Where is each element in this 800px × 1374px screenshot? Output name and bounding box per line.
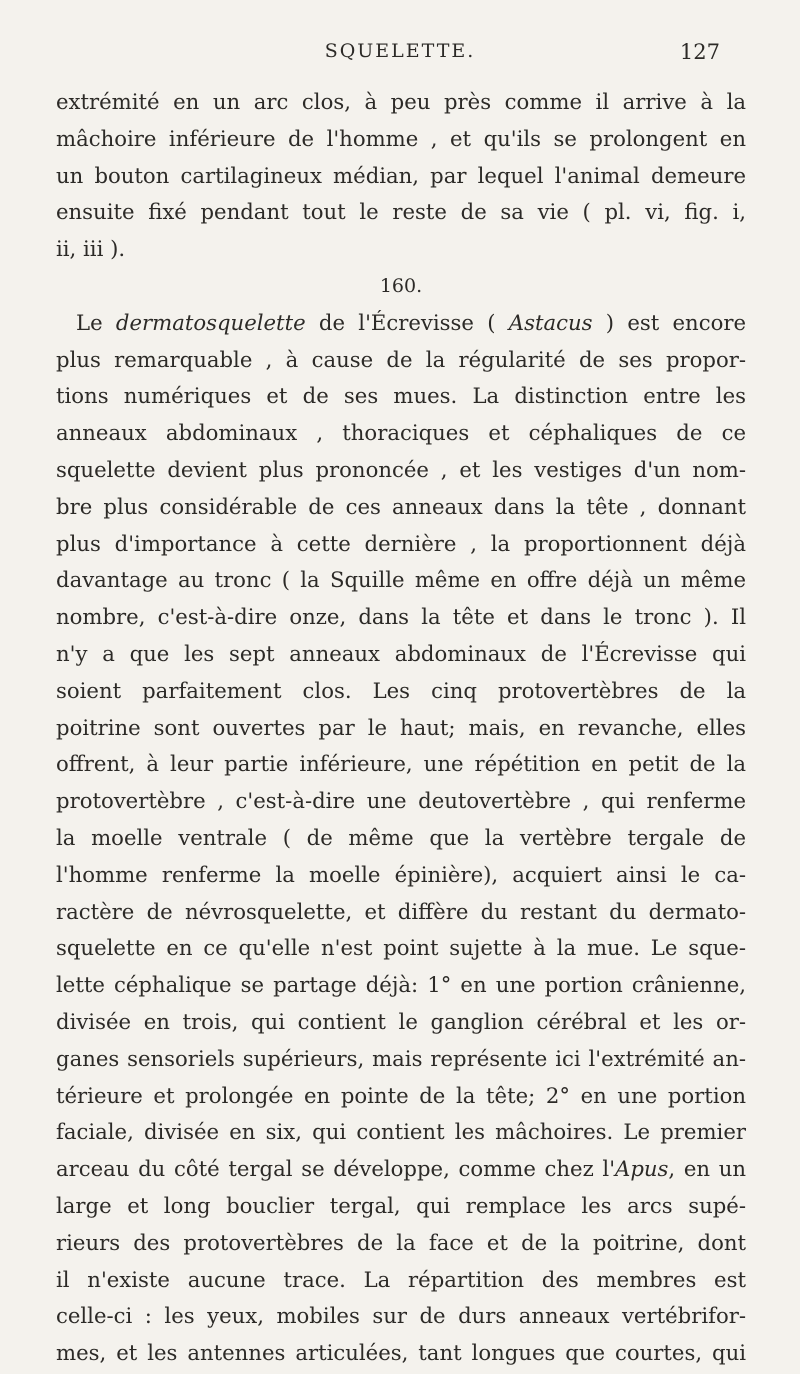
text-line: bre plus considérable de ces anneaux dans la tête , donnant [56,493,746,519]
text-line: ii, iii ). [56,236,126,262]
text-line: offrent, à leur partie inférieure, une répétition en petit de la [56,751,746,777]
running-head [56,40,744,84]
text-line: large et long bouclier tergal, qui remplace les arcs supé- [56,1192,746,1218]
text-line: tions numériques et de ses mues. La distinction entre les [56,383,746,409]
text-line: térieure et prolongée en pointe de la tête; 2° en une portion [56,1082,746,1108]
section-number: 160. [379,274,423,297]
text-line: n'y a que les sept anneaux abdominaux de l'Écrevisse qui [56,640,746,666]
text-line: celle-ci : les yeux, mobiles sur de durs anneaux vertébrifor- [56,1303,746,1329]
text-line: anneaux abdominaux , thoraciques et céphaliques de ce [56,420,746,446]
text-line: poitrine sont ouvertes par le haut; mais, en revanche, elles [56,714,746,740]
running-title: SQUELETTE. [324,40,476,62]
text-line: davantage au tronc ( la Squille même en offre déjà un même [56,567,746,593]
text-line: squelette en ce qu'elle n'est point sujette à la mue. Le sque- [56,935,746,961]
genus-apus: Apus [615,1156,669,1182]
text-line: faciale, divisée en six, qui contient les mâchoires. Le premier [56,1119,746,1145]
text-line: squelette devient plus prononcée , et les vestiges d'un nom- [56,456,746,482]
page-number: 127 [679,40,720,64]
text-line: extrémité en un arc clos, à peu près comme il arrive à la [56,89,746,114]
text-line: il n'existe aucune trace. La répartition des membres est [56,1266,746,1292]
text-line: l'homme renferme la moelle épinière), acquiert ainsi le ca- [56,861,746,887]
text-line: soient parfaitement clos. Les cinq protovertèbres de la [56,677,746,703]
text-line: divisée en trois, qui contient le ganglion cérébral et les or- [56,1008,746,1034]
body-text [56,84,746,1372]
text-line: nombre, c'est-à-dire onze, dans la tête et dans le tronc ). Il [56,604,746,630]
text-line: arceau du côté tergal se développe, comme chez l'Apus, en un [56,1156,746,1182]
term-dermatosquelette: dermatosquelette [115,309,306,335]
text-line: ganes sensoriels supérieurs, mais représente ici l'extrémité an- [56,1045,746,1071]
text-line: un bouton cartilagineux médian, par lequel l'animal demeure [56,162,746,188]
text-line: protovertèbre , c'est-à-dire une deutovertèbre , qui renferme [56,788,746,814]
text-line: mâchoire inférieure de l'homme , et qu'ils se prolongent en [56,125,746,151]
text-line: mes, et les antennes articulées, tant longues que courtes, qui [56,1340,746,1366]
text-line: ensuite fixé pendant tout le reste de sa vie ( pl. vi, fig. i, [56,199,746,225]
text-line: la moelle ventrale ( de même que la vertèbre tergale de [56,824,746,850]
text-line: lette céphalique se partage déjà: 1° en une portion crânienne, [56,972,746,998]
text-line: plus remarquable , à cause de la régularité de ses propor- [56,346,746,372]
genus-astacus: Astacus [508,309,593,335]
text-line: ractère de névrosquelette, et diffère du restant du dermato- [56,898,746,924]
text-line: plus d'importance à cette dernière , la proportionnent déjà [56,530,746,556]
text-line: Le dermatosquelette de l'Écrevisse ( Astacus ) est encore [76,309,746,335]
text-line: rieurs des protovertèbres de la face et de la poitrine, dont [56,1229,746,1255]
